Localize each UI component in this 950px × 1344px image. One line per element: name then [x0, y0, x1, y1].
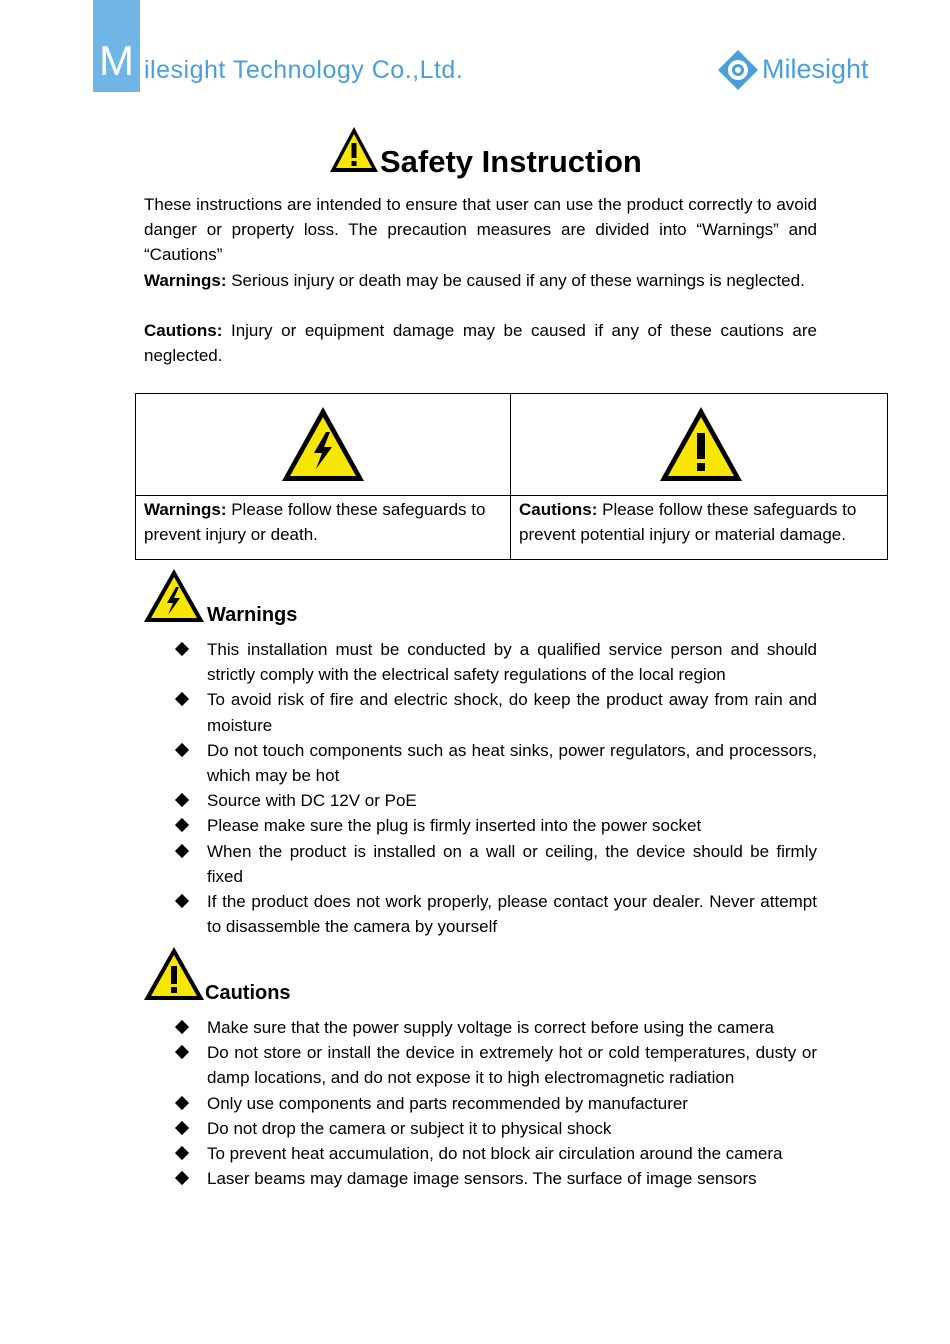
diamond-bullet-icon: [175, 793, 189, 807]
high-voltage-icon: [143, 568, 205, 624]
safeguards-table: [135, 393, 888, 560]
list-item: Do not drop the camera or subject it to physical shock: [175, 1116, 817, 1141]
intro-cautions: [144, 318, 817, 368]
caution-icon: [143, 946, 205, 1002]
intro-warnings: [144, 268, 817, 293]
intro-warnings-text: Serious injury or death may be caused if any of these warnings is neglected.: [226, 271, 805, 290]
page-title: [328, 124, 728, 184]
diamond-bullet-icon: [175, 1020, 189, 1034]
diamond-bullet-icon: [175, 844, 189, 858]
intro-warnings-label: Warnings:: [144, 271, 227, 290]
list-item: Do not touch components such as heat sinks, power regulators, and processors, which may be hot: [175, 738, 817, 788]
diamond-bullet-icon: [175, 818, 189, 832]
intro-cautions-label: Cautions:: [144, 321, 223, 340]
table-cautions-text: Please follow these safeguards to prevent potential injury or material damage.: [519, 500, 857, 544]
diamond-bullet-icon: [175, 1121, 189, 1135]
cautions-heading: Cautions: [205, 982, 291, 1004]
list-item: Only use components and parts recommended by manufacturer: [175, 1091, 817, 1116]
intro-paragraph: These instructions are intended to ensure that user can use the product correctly to avoid danger or property loss. The precaution measures are divided into “Warnings” and “Cautions”: [144, 195, 817, 264]
list-item: If the product does not work properly, please contact your dealer. Never attempt to disassemble the camera by yourself: [175, 889, 817, 939]
high-voltage-icon: [280, 405, 366, 483]
list-item: To prevent heat accumulation, do not block air circulation around the camera: [175, 1141, 817, 1166]
list-item: Do not store or install the device in extremely hot or cold temperatures, dusty or damp locations, and do not expose it to high electromagnetic radiation: [175, 1040, 817, 1090]
list-item: Please make sure the plug is firmly inserted into the power socket: [175, 813, 817, 838]
milesight-logo: [716, 46, 876, 94]
brand-initial-box: [93, 0, 140, 92]
table-warnings-cell: [144, 497, 504, 547]
table-divider-horizontal: [136, 495, 887, 496]
list-item: When the product is installed on a wall or ceiling, the device should be firmly fixed: [175, 839, 817, 889]
diamond-bullet-icon: [175, 1171, 189, 1185]
cautions-list: [175, 1015, 817, 1191]
table-divider-vertical: [510, 394, 511, 559]
diamond-bullet-icon: [175, 642, 189, 656]
table-warnings-text: Please follow these safeguards to prevent injury or death.: [144, 500, 486, 544]
caution-icon: [328, 124, 380, 176]
diamond-bullet-icon: [175, 894, 189, 908]
page-title-text: Safety Instruction: [380, 144, 642, 179]
diamond-bullet-icon: [175, 692, 189, 706]
intro-cautions-text: Injury or equipment damage may be caused if any of these cautions are neglected.: [144, 321, 817, 365]
diamond-bullet-icon: [175, 1146, 189, 1160]
caution-icon: [658, 405, 744, 483]
diamond-bullet-icon: [175, 743, 189, 757]
list-item: Source with DC 12V or PoE: [175, 788, 817, 813]
brand-initial: M: [99, 37, 134, 84]
list-item: Make sure that the power supply voltage is correct before using the camera: [175, 1015, 817, 1040]
milesight-logo-icon: [716, 48, 760, 92]
warnings-heading: Warnings: [207, 604, 298, 626]
diamond-bullet-icon: [175, 1045, 189, 1059]
logo-text: Milesight: [762, 54, 869, 84]
table-cautions-cell: [519, 497, 881, 547]
table-warnings-label: Warnings:: [144, 500, 227, 519]
warnings-list: [175, 637, 817, 939]
company-name: ilesight Technology Co.,Ltd.: [144, 56, 464, 84]
table-cautions-label: Cautions:: [519, 500, 598, 519]
diamond-bullet-icon: [175, 1096, 189, 1110]
list-item: This installation must be conducted by a qualified service person and should strictly comply with the electrical safety regulations of the local region: [175, 637, 817, 687]
list-item: Laser beams may damage image sensors. The surface of image sensors: [175, 1166, 817, 1191]
list-item: To avoid risk of fire and electric shock, do keep the product away from rain and moisture: [175, 687, 817, 737]
